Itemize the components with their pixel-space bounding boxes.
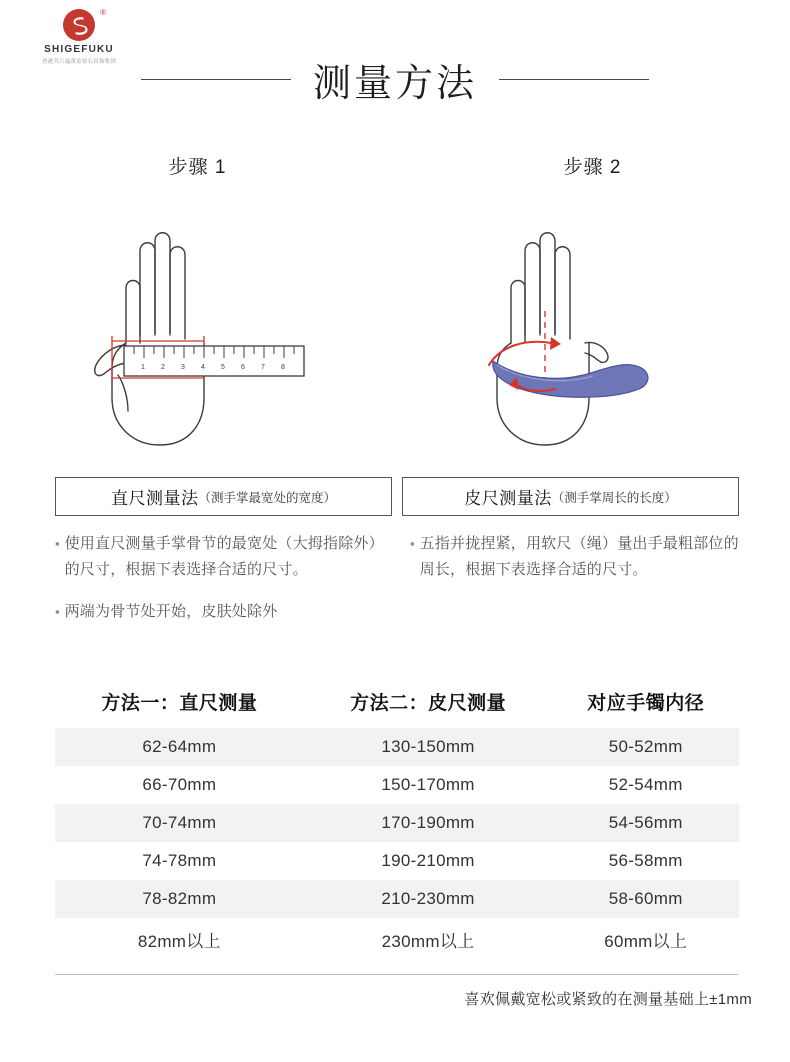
table-cell: 66-70mm [142, 775, 217, 794]
svg-text:8: 8 [280, 364, 285, 371]
description-column-right [410, 531, 747, 641]
table-header-row [55, 680, 739, 728]
table-row [55, 766, 739, 804]
svg-text:3: 3 [180, 364, 185, 371]
table-row [55, 842, 739, 880]
method-tape-note: （测手掌周长的长度） [551, 490, 677, 505]
bullet-icon: ▪ [55, 604, 60, 619]
table-cell: 70-74mm [142, 813, 217, 832]
page-title: 测量方法 [312, 61, 477, 105]
description-item [410, 531, 747, 583]
description-column-left [55, 531, 392, 641]
description-text: 两端为骨节处开始，皮肤处除外 [64, 603, 278, 620]
logo-subtitle: 香港共六福黄金钻石首饰集团 [41, 59, 117, 65]
table-header-cell: 方法二：皮尺测量 [350, 693, 507, 714]
logo-icon [62, 8, 106, 42]
table-row [55, 918, 739, 961]
descriptions-section [55, 531, 755, 641]
table-cell: 82mm以上 [137, 932, 221, 951]
steps-section [0, 152, 790, 463]
method-ruler-title: 直尺测量法 [110, 489, 199, 508]
method-ruler-note: （测手掌最宽处的宽度） [198, 490, 336, 505]
method-box-ruler [55, 477, 392, 516]
svg-text:7: 7 [260, 364, 265, 371]
table-bottom-divider [55, 974, 739, 975]
step-1 [0, 152, 395, 463]
title-rule-left [141, 79, 291, 80]
table-cell: 170-190mm [381, 813, 475, 832]
table-cell: 54-56mm [608, 813, 683, 832]
registered-mark: ® [100, 8, 106, 17]
bullet-icon: ▪ [55, 536, 60, 551]
description-item [55, 531, 392, 583]
table-cell: 58-60mm [608, 889, 683, 908]
description-item [55, 599, 392, 625]
svg-text:1: 1 [140, 364, 145, 371]
step-2-label: 步骤 2 [563, 157, 622, 178]
logo-brand-text: SHIGEFUKU [44, 44, 114, 55]
description-text: 五指并拢捏紧，用软尺（绳）量出手最粗部位的周长，根据下表选择合适的尺寸。 [419, 535, 739, 578]
table-header-cell: 对应手镯内径 [587, 693, 705, 714]
table-cell: 62-64mm [142, 737, 217, 756]
bullet-icon: ▪ [410, 536, 415, 551]
table-cell: 190-210mm [381, 851, 475, 870]
description-text: 使用直尺测量手掌骨节的最宽处（大拇指除外）的尺寸，根据下表选择合适的尺寸。 [64, 535, 384, 578]
table-cell: 78-82mm [142, 889, 217, 908]
table-cell: 74-78mm [142, 851, 217, 870]
table-cell: 210-230mm [381, 889, 475, 908]
table-row [55, 804, 739, 842]
table-cell: 60mm以上 [604, 932, 688, 951]
svg-text:2: 2 [160, 364, 165, 371]
table-cell: 150-170mm [381, 775, 475, 794]
step-1-label: 步骤 1 [168, 157, 227, 178]
svg-text:5: 5 [220, 364, 225, 371]
method-boxes [55, 477, 739, 516]
table-cell: 50-52mm [608, 737, 683, 756]
size-table [55, 680, 739, 961]
step-2 [395, 152, 790, 463]
title-rule-right [499, 79, 649, 80]
table-cell: 230mm以上 [381, 932, 475, 951]
table-row [55, 728, 739, 766]
footer-note: 喜欢佩戴宽松或紧致的在测量基础上±1mm [464, 991, 752, 1008]
page-title-row [0, 52, 790, 107]
method-tape-title: 皮尺测量法 [464, 489, 552, 508]
svg-text:6: 6 [240, 364, 245, 371]
tape-hand-illustration [395, 193, 790, 463]
ruler-hand-illustration [0, 193, 395, 463]
table-cell: 130-150mm [381, 737, 475, 756]
svg-text:4: 4 [200, 364, 205, 371]
table-header-cell: 方法一：直尺测量 [101, 693, 258, 714]
table-cell: 52-54mm [608, 775, 683, 794]
table-row [55, 880, 739, 918]
table-cell: 56-58mm [608, 851, 683, 870]
method-box-tape [402, 477, 739, 516]
